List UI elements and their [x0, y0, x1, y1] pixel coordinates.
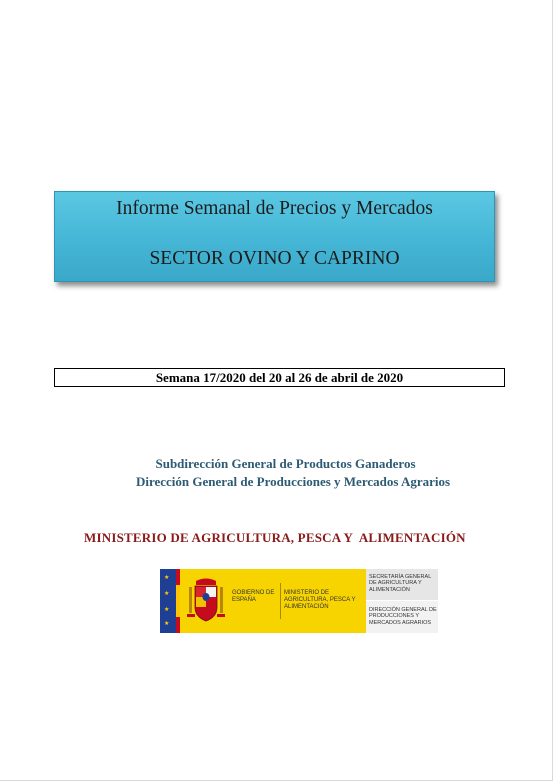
logo-divider: [280, 583, 281, 619]
secretariat-box: [366, 569, 438, 601]
direction-label: Dirección General de Producciones y Mercados Agrarios: [135, 474, 451, 489]
star-icon: ★: [164, 620, 170, 627]
report-title-box: [54, 191, 495, 282]
subdirection-label: Subdirección General de Productos Ganaderos: [155, 456, 416, 471]
directorate-box: [366, 601, 438, 633]
eu-flag-band: [160, 569, 176, 633]
secretariat-text: SECRETARÍA GENERAL DE AGRICULTURA Y ALIMENTACIÓN: [369, 574, 432, 593]
week-label: Semana 17/2020 del 20 al 26 de abril de 2020: [54, 368, 505, 387]
star-icon: ★: [164, 574, 170, 581]
ministry-label: MINISTERIO DE AGRICULTURA, PESCA Y ALIMENTACIÓN: [84, 530, 466, 545]
report-sector: SECTOR OVINO Y CAPRINO: [149, 248, 400, 269]
government-logo: [160, 569, 438, 633]
logo-ministry-text: MINISTERIO DE AGRICULTURA, PESCA Y ALIMENTACIÓN: [284, 590, 356, 610]
coat-of-arms-icon: [186, 577, 226, 625]
star-icon: ★: [164, 606, 170, 613]
government-text: GOBIERNO DE ESPAÑA: [232, 590, 275, 603]
star-icon: ★: [164, 590, 170, 597]
report-title: Informe Semanal de Precios y Mercados: [116, 198, 433, 219]
directorate-text: DIRECCIÓN GENERAL DE PRODUCCIONES Y MERCADOS AGRARIOS: [369, 607, 437, 626]
